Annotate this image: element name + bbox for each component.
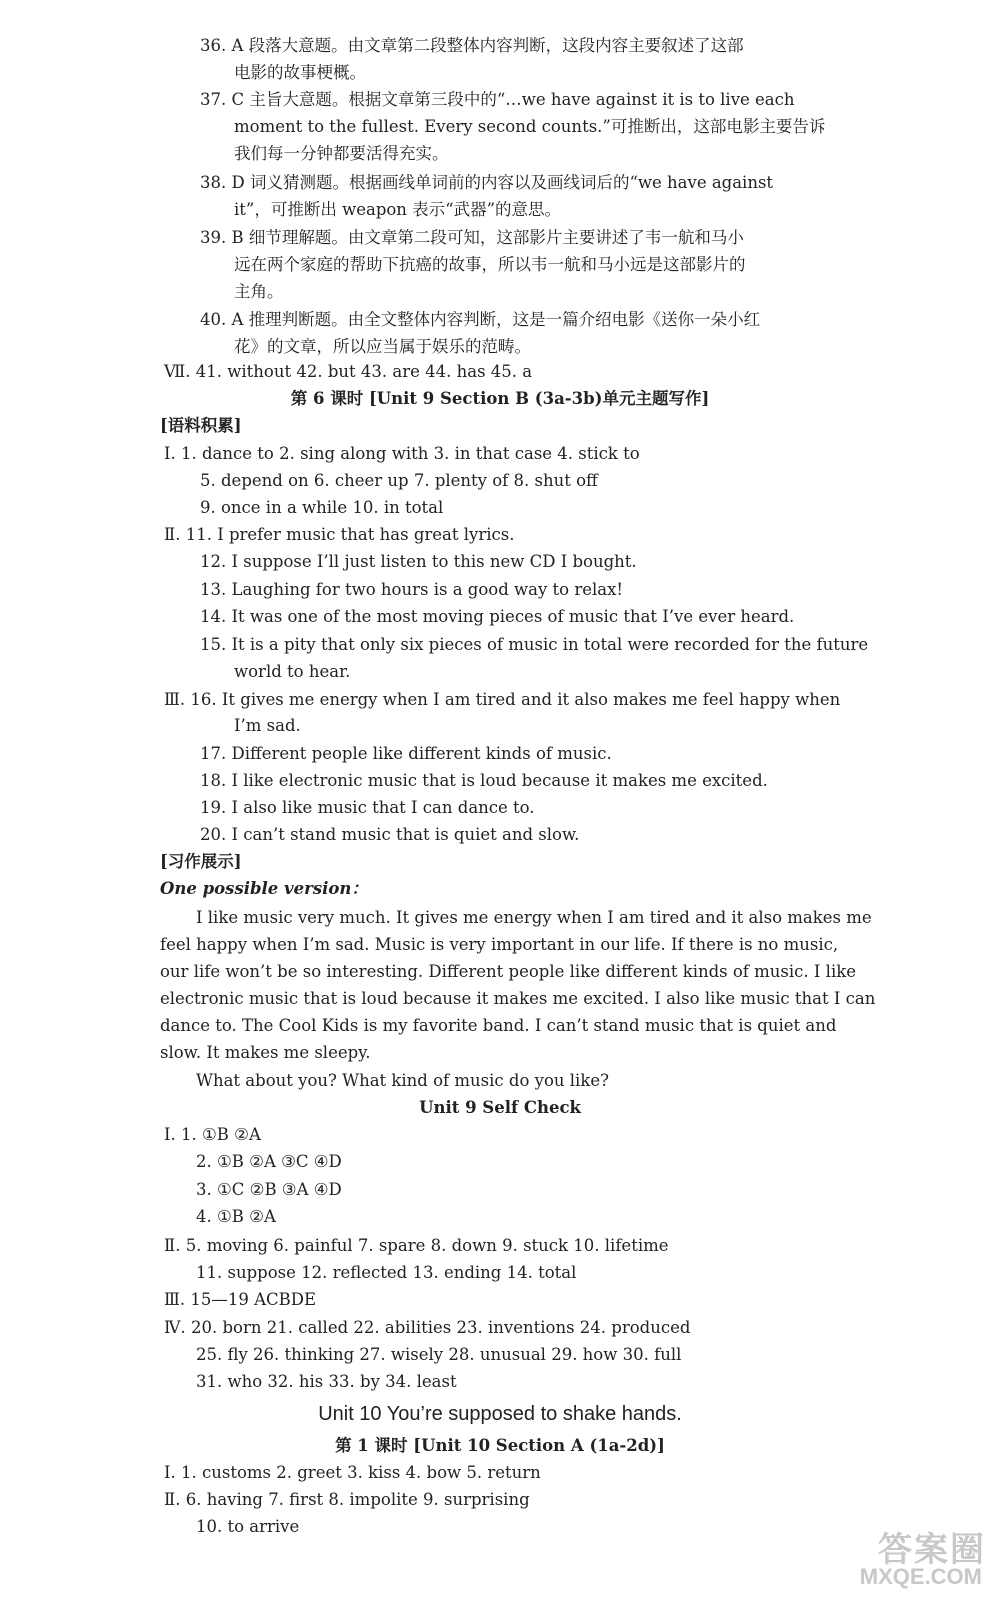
answer-36-line2: 电影的故事梗概。: [234, 63, 366, 82]
corpus-3-line4: 18. I like electronic music that is loud because it makes me excited.: [200, 771, 768, 790]
answer-39-line2: 远在两个家庭的帮助下抗癌的故事，所以韦一航和马小远是这部影片的: [234, 255, 746, 274]
answer-39-line1: 39. B 细节理解题。由文章第二段可知，这部影片主要讲述了韦一航和马小: [200, 228, 744, 247]
answer-38-line1: 38. D 词义猜测题。根据画线单词前的内容以及画线词后的“we have against: [200, 173, 774, 192]
answer-39-line3: 主角。: [234, 282, 284, 301]
answer-38-line2: it”，可推断出 weapon 表示“武器”的意思。: [234, 200, 562, 219]
corpus-3-line5: 19. I also like music that I can dance to.: [200, 798, 535, 817]
section-7-answers: Ⅶ. 41. without 42. but 43. are 44. has 45. a: [164, 362, 533, 381]
corpus-3-line3: 17. Different people like different kinds of music.: [200, 744, 612, 763]
self-check-4-line3: 31. who 32. his 33. by 34. least: [196, 1372, 457, 1391]
lesson-1-heading: 第 1 课时 [Unit 10 Section A (1a-2d)]: [335, 1436, 665, 1455]
corpus-3-line6: 20. I can’t stand music that is quiet and slow.: [200, 825, 580, 844]
essay-line5: dance to. The Cool Kids is my favorite band. I can’t stand music that is quiet and: [160, 1016, 837, 1035]
possible-version-label: One possible version：: [160, 879, 368, 898]
self-check-1-line2: 2. ①B ②A ③C ④D: [196, 1152, 342, 1171]
corpus-2-line1: Ⅱ. 11. I prefer music that has great lyrics.: [164, 525, 515, 544]
essay-line1: I like music very much. It gives me energy when I am tired and it also makes me: [196, 908, 872, 927]
corpus-1-line2: 5. depend on 6. cheer up 7. plenty of 8. shut off: [200, 471, 598, 490]
site-watermark: 答案圈 MXQE.COM: [859, 1531, 986, 1589]
self-check-1-line1: Ⅰ. 1. ①B ②A: [164, 1125, 261, 1144]
essay-line4: electronic music that is loud because it makes me excited. I also like music that I can: [160, 989, 876, 1008]
essay-line3: our life won’t be so interesting. Different people like different kinds of music. I like: [160, 962, 856, 981]
corpus-1-line3: 9. once in a while 10. in total: [200, 498, 444, 517]
answer-40-line1: 40. A 推理判断题。由全文整体内容判断，这是一篇介绍电影《送你一朵小红: [200, 310, 761, 329]
self-check-1-line3: 3. ①C ②B ③A ④D: [196, 1180, 342, 1199]
answer-36-line1: 36. A 段落大意题。由文章第二段整体内容判断，这段内容主要叙述了这部: [200, 36, 744, 55]
corpus-2-line6: world to hear.: [234, 662, 351, 681]
answer-37-line3: 我们每一分钟都要活得充实。: [234, 144, 449, 163]
self-check-2-line2: 11. suppose 12. reflected 13. ending 14. total: [196, 1263, 577, 1282]
corpus-3-line1: Ⅲ. 16. It gives me energy when I am tired and it also makes me feel happy when: [164, 690, 841, 709]
corpus-2-line3: 13. Laughing for two hours is a good way to relax!: [200, 580, 624, 599]
essay-line2: feel happy when I’m sad. Music is very important in our life. If there is no music,: [160, 935, 839, 954]
corpus-1-line1: Ⅰ. 1. dance to 2. sing along with 3. in that case 4. stick to: [164, 444, 640, 463]
lesson-6-heading: 第 6 课时 [Unit 9 Section B (3a-3b)单元主题写作]: [290, 389, 710, 408]
essay-line6: slow. It makes me sleepy.: [160, 1043, 371, 1062]
corpus-2-line5: 15. It is a pity that only six pieces of music in total were recorded for the future: [200, 635, 869, 654]
writing-heading: [习作展示]: [160, 852, 242, 871]
unit10-1: Ⅰ. 1. customs 2. greet 3. kiss 4. bow 5. return: [164, 1463, 541, 1482]
unit10-2-line2: 10. to arrive: [196, 1517, 300, 1536]
unit10-2-line1: Ⅱ. 6. having 7. first 8. impolite 9. surprising: [164, 1490, 530, 1509]
answer-40-line2: 花》的文章，所以应当属于娱乐的范畴。: [234, 337, 531, 356]
unit-10-title: Unit 10 You’re supposed to shake hands.: [318, 1403, 682, 1425]
self-check-1-line4: 4. ①B ②A: [196, 1207, 276, 1226]
self-check-heading: Unit 9 Self Check: [419, 1098, 581, 1117]
corpus-2-line2: 12. I suppose I’ll just listen to this new CD I bought.: [200, 552, 637, 571]
answer-37-line1: 37. C 主旨大意题。根据文章第三段中的“…we have against it is to live each: [200, 90, 795, 109]
answer-37-line2: moment to the fullest. Every second counts.”可推断出，这部电影主要告诉: [234, 117, 826, 136]
self-check-2-line1: Ⅱ. 5. moving 6. painful 7. spare 8. down 9. stuck 10. lifetime: [164, 1236, 669, 1255]
corpus-3-line2: I’m sad.: [234, 716, 301, 735]
corpus-heading: [语料积累]: [160, 416, 242, 435]
essay-line7: What about you? What kind of music do you like?: [196, 1071, 609, 1090]
self-check-3: Ⅲ. 15—19 ACBDE: [164, 1290, 317, 1309]
corpus-2-line4: 14. It was one of the most moving pieces of music that I’ve ever heard.: [200, 607, 795, 626]
self-check-4-line2: 25. fly 26. thinking 27. wisely 28. unusual 29. how 30. full: [196, 1345, 682, 1364]
self-check-4-line1: Ⅳ. 20. born 21. called 22. abilities 23. inventions 24. produced: [164, 1318, 691, 1337]
